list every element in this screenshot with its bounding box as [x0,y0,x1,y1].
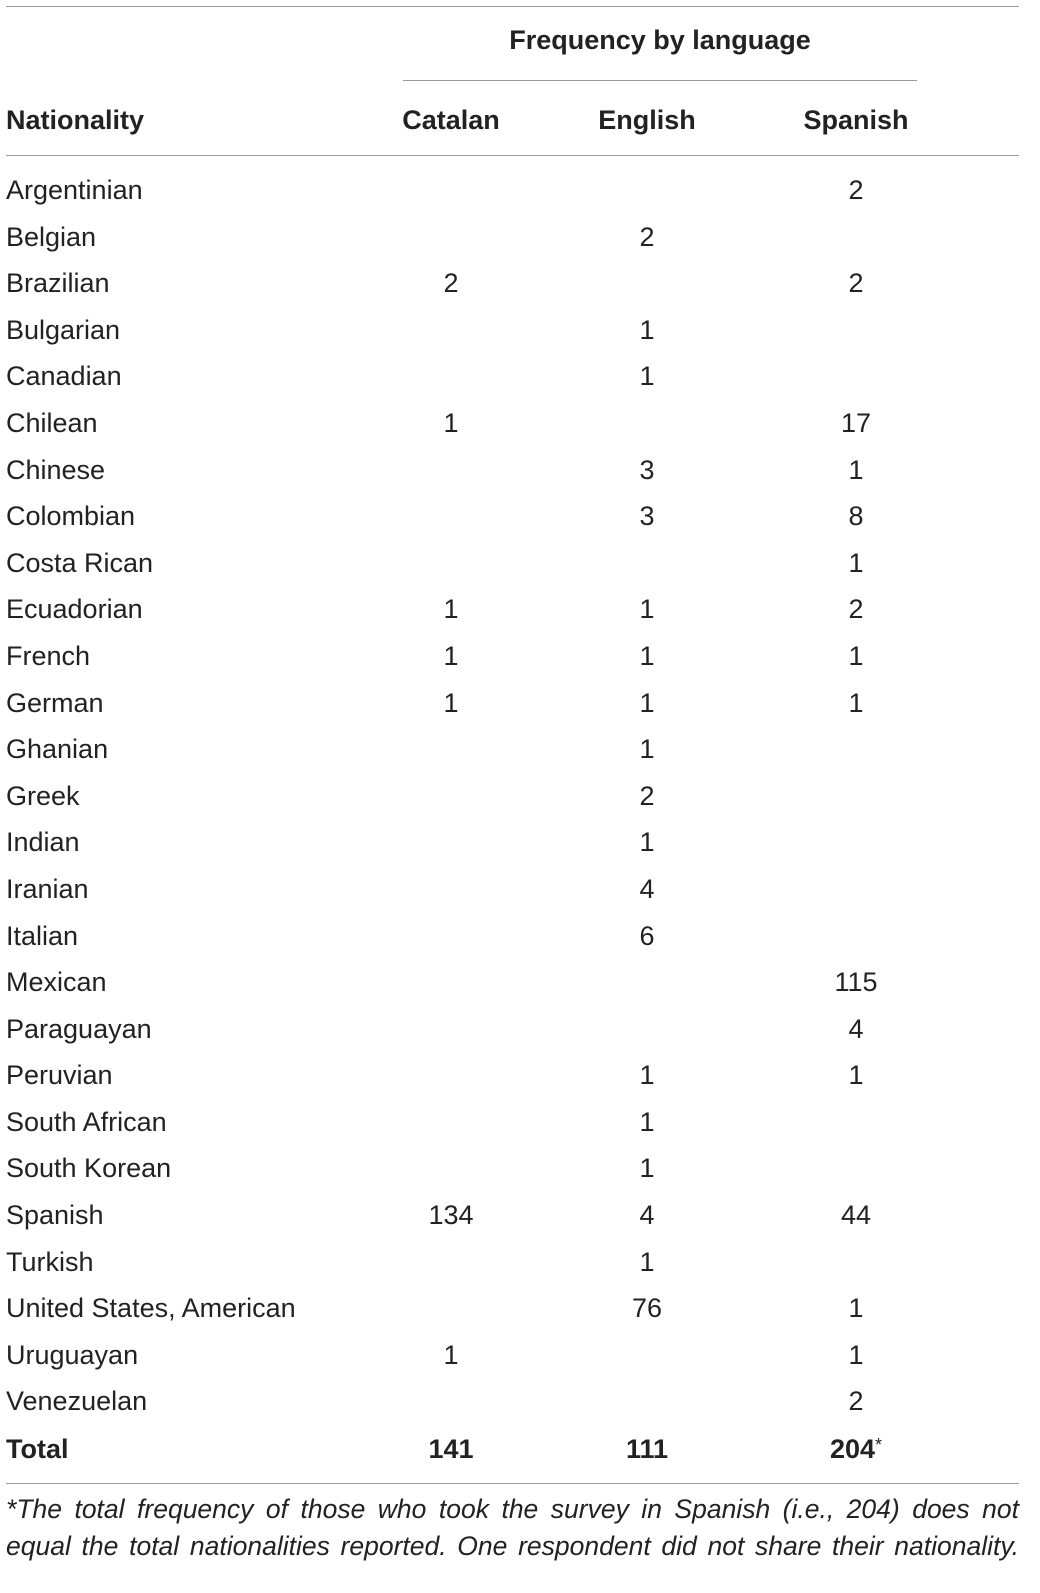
table-row [6,1052,1019,1099]
row-spanish: 1 [848,687,864,718]
row-nationality: Costa Rican [6,547,154,578]
row-nationality: German [6,687,104,718]
column-header-catalan: Catalan [402,105,500,135]
row-nationality: Greek [6,780,80,811]
table-row [6,1006,1019,1053]
row-catalan: 134 [428,1200,474,1231]
row-nationality: Canadian [6,361,122,392]
row-english: 1 [639,640,655,671]
table-row [6,1192,1019,1239]
row-english: 2 [639,221,655,252]
header-bottom-rule [6,155,1019,156]
row-english: 1 [639,1246,655,1277]
row-english: 1 [639,687,655,718]
row-nationality: Belgian [6,221,97,252]
row-nationality: Ghanian [6,734,109,765]
row-spanish: 17 [840,407,872,438]
table-row [6,1239,1019,1286]
row-spanish: 1 [848,1060,864,1091]
row-nationality: Iranian [6,873,89,904]
group-header-rule [403,80,917,81]
row-nationality: Chinese [6,454,106,485]
table-row [6,1378,1019,1425]
row-spanish: 4 [848,1013,864,1044]
table-footnote [6,1491,1019,1565]
table-row [6,726,1019,773]
row-spanish: 2 [848,268,864,299]
table-row [6,540,1019,587]
total-english: 111 [625,1434,669,1464]
row-catalan: 1 [443,1339,459,1370]
total-spanish-cell [756,1426,956,1472]
row-nationality: Brazilian [6,268,110,299]
table-row [6,959,1019,1006]
row-nationality: South Korean [6,1153,172,1184]
row-english: 3 [639,454,655,485]
row-english: 1 [639,734,655,765]
row-spanish: 1 [848,1339,864,1370]
row-nationality: Uruguayan [6,1339,139,1370]
group-header: Frequency by language [509,25,811,55]
row-spanish: 115 [834,967,878,998]
table-row [6,586,1019,633]
row-nationality: Paraguayan [6,1013,152,1044]
footnote-line-1: *The total frequency of those who took the survey in Spanish (i.e., 204) does not [6,1494,1019,1524]
row-spanish: 44 [840,1200,872,1231]
row-nationality: United States, American [6,1293,296,1324]
row-spanish: 2 [848,594,864,625]
row-nationality: French [6,640,91,671]
table-row [6,680,1019,727]
column-header-spanish: Spanish [803,105,909,135]
table-row [6,214,1019,261]
total-row [6,1426,1019,1472]
row-nationality: Bulgarian [6,314,121,345]
table-row [6,633,1019,680]
table-row [6,400,1019,447]
row-english: 1 [639,1060,655,1091]
row-english: 76 [631,1293,663,1324]
table-bottom-rule [6,1483,1019,1484]
row-spanish: 1 [848,454,864,485]
total-label: Total [6,1434,69,1464]
row-catalan: 2 [443,268,459,299]
row-english: 1 [639,314,655,345]
table-row [6,307,1019,354]
row-catalan: 1 [443,407,459,438]
row-spanish: 1 [848,1293,864,1324]
table-top-rule [6,6,1019,7]
table-row [6,1332,1019,1379]
table-row [6,866,1019,913]
row-spanish: 8 [848,501,864,532]
row-nationality: Colombian [6,501,136,532]
row-catalan: 1 [443,640,459,671]
row-spanish: 2 [848,175,864,205]
row-english: 6 [639,920,655,951]
row-nationality: Spanish [6,1200,104,1231]
row-nationality: Chilean [6,407,98,438]
column-header-english: English [598,105,696,135]
row-spanish: 1 [848,640,864,671]
table-row [6,913,1019,960]
table-body [6,167,1019,1425]
row-nationality: Ecuadorian [6,594,143,625]
row-nationality: Mexican [6,967,107,998]
row-english: 1 [639,361,655,392]
table-row [6,1099,1019,1146]
total-catalan: 141 [428,1434,474,1464]
row-english: 3 [639,501,655,532]
table-row [6,493,1019,540]
row-nationality: Italian [6,920,79,951]
table-row [6,353,1019,400]
total-spanish-footnote-mark: * [875,1435,883,1455]
row-english: 2 [639,780,655,811]
row-catalan: 1 [443,594,459,625]
footnote-line-2: equal the total nationalities reported. One respondent did not share their nationality. [6,1531,1019,1561]
row-english: 4 [639,1200,655,1231]
row-english: 4 [639,873,655,904]
table-row [6,773,1019,820]
row-nationality: Turkish [6,1246,94,1277]
table-row [6,819,1019,866]
row-nationality: South African [6,1106,167,1137]
table-row [6,1285,1019,1332]
row-nationality: Indian [6,827,80,858]
table-row [6,1145,1019,1192]
row-english: 1 [639,594,655,625]
total-spanish: 204 [829,1434,876,1464]
table-row [6,447,1019,494]
row-english: 1 [639,1153,655,1184]
row-nationality: Argentinian [6,175,143,205]
table-row [6,260,1019,307]
row-catalan: 1 [443,687,459,718]
row-spanish: 1 [848,547,864,578]
row-nationality: Peruvian [6,1060,113,1091]
table-row [6,167,1019,214]
column-header-nationality: Nationality [6,105,145,135]
row-nationality: Venezuelan [6,1386,148,1417]
row-english: 1 [639,827,655,858]
row-english: 1 [639,1106,655,1137]
row-spanish: 2 [848,1386,864,1417]
